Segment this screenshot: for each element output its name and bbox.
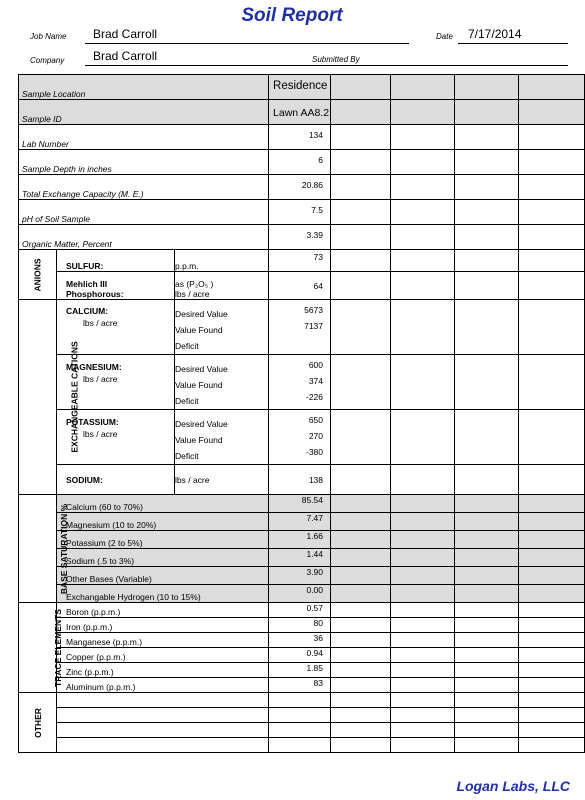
trace-value: 36 xyxy=(269,633,331,648)
trace-label: Boron (p.p.m.) xyxy=(57,603,269,618)
magnesium-unit: lbs / acre xyxy=(83,374,118,384)
table-row xyxy=(19,603,585,618)
potassium-label: POTASSIUM: xyxy=(66,417,119,427)
potassium-unit: lbs / acre xyxy=(83,429,118,439)
table-row xyxy=(19,175,585,200)
bs-value: 0.00 xyxy=(269,585,331,603)
trace-value: 80 xyxy=(269,618,331,633)
sample-id-label: Sample ID xyxy=(19,100,269,125)
bs-label: Calcium (60 to 70%) xyxy=(57,495,269,513)
footer-company: Logan Labs, LLC xyxy=(456,778,570,794)
sample-depth-label: Sample Depth in inches xyxy=(19,150,269,175)
table-row xyxy=(19,618,585,633)
phosphorous-label: Phosphorous: xyxy=(66,289,124,299)
table-row xyxy=(19,708,585,723)
company-field xyxy=(85,49,568,66)
trace-label: Manganese (p.p.m.) xyxy=(57,633,269,648)
potassium-labels: Desired Value Value Found Deficit xyxy=(175,410,269,465)
tec-label: Total Exchange Capacity (M. E.) xyxy=(19,175,269,200)
bs-value: 7.47 xyxy=(269,513,331,531)
trace-label: Aluminum (p.p.m.) xyxy=(57,678,269,693)
ph-value: 7.5 xyxy=(269,200,331,225)
company-label: Company xyxy=(30,56,65,65)
phos-value: 64 xyxy=(269,272,331,300)
table-row xyxy=(19,495,585,513)
job-name-value: Brad Carroll xyxy=(93,27,158,41)
table-row xyxy=(19,250,585,272)
trace-value: 1.85 xyxy=(269,663,331,678)
ph-label: pH of Soil Sample xyxy=(19,200,269,225)
table-row xyxy=(19,663,585,678)
table-row xyxy=(19,531,585,549)
trace-label: Copper (p.p.m.) xyxy=(57,648,269,663)
phos-unit-1: as (P₂O₅ ) xyxy=(175,279,214,289)
date-field xyxy=(458,26,568,44)
company-value: Brad Carroll xyxy=(93,49,158,63)
bs-value: 1.66 xyxy=(269,531,331,549)
phos-unit-2: lbs / acre xyxy=(175,289,210,299)
table-row xyxy=(19,678,585,693)
lab-number-label: Lab Number xyxy=(19,125,269,150)
trace-label: Iron (p.p.m.) xyxy=(57,618,269,633)
sample-location-label: Sample Location xyxy=(19,75,269,100)
submitted-by-label: Submitted By xyxy=(312,55,360,64)
table-row xyxy=(19,549,585,567)
magnesium-values: 600 374 -226 xyxy=(269,355,331,410)
organic-value: 3.39 xyxy=(269,225,331,250)
table-row xyxy=(19,75,585,100)
date-label: Date xyxy=(436,32,453,41)
table-row xyxy=(19,200,585,225)
job-name-field xyxy=(85,26,409,44)
table-row xyxy=(19,585,585,603)
table-row xyxy=(19,723,585,738)
sample-id-value: Lawn AA8.2 xyxy=(269,100,331,125)
phosphorous-cell xyxy=(57,272,175,300)
cations-section-label: EXCHANGEABLE CATIONS xyxy=(19,300,57,495)
table-row xyxy=(19,648,585,663)
mehlich-label: Mehlich III xyxy=(66,279,108,289)
table-row xyxy=(19,125,585,150)
sodium-label: SODIUM: xyxy=(57,465,175,495)
table-row xyxy=(19,150,585,175)
sulfur-value: 73 xyxy=(269,250,331,272)
table-row xyxy=(19,355,585,410)
soil-report-table xyxy=(18,74,585,753)
bs-label: Exchangable Hydrogen (10 to 15%) xyxy=(57,585,269,603)
other-section-label: OTHER xyxy=(19,693,57,753)
calcium-unit: lbs / acre xyxy=(83,318,118,328)
sulfur-label: SULFUR: xyxy=(57,250,175,272)
sodium-unit: lbs / acre xyxy=(175,465,269,495)
phos-unit-cell xyxy=(175,272,269,300)
table-row xyxy=(19,272,585,300)
table-row xyxy=(19,633,585,648)
calcium-label: CALCIUM: xyxy=(66,306,109,316)
table-row xyxy=(19,100,585,125)
bs-label: Sodium (.5 to 3%) xyxy=(57,549,269,567)
trace-value: 0.57 xyxy=(269,603,331,618)
bs-value: 3.90 xyxy=(269,567,331,585)
calcium-values: 5673 7137 xyxy=(269,300,331,355)
bs-value: 85.54 xyxy=(269,495,331,513)
table-row xyxy=(19,300,585,355)
date-value: 7/17/2014 xyxy=(468,27,522,41)
trace-value: 0.94 xyxy=(269,648,331,663)
table-row xyxy=(19,513,585,531)
tec-value: 20.86 xyxy=(269,175,331,200)
trace-elements-section-label: TRACE ELEMENTS xyxy=(19,603,57,693)
table-row xyxy=(19,738,585,753)
bs-label: Potassium (2 to 5%) xyxy=(57,531,269,549)
table-row xyxy=(19,410,585,465)
sodium-value: 138 xyxy=(269,465,331,495)
table-row xyxy=(19,693,585,708)
magnesium-label: MAGNESIUM: xyxy=(66,362,122,372)
anions-section-label: ANIONS xyxy=(19,250,57,300)
trace-value: 83 xyxy=(269,678,331,693)
job-name-label: Job Name xyxy=(30,32,67,41)
table-row xyxy=(19,567,585,585)
sulfur-unit: p.p.m. xyxy=(175,250,269,272)
magnesium-labels: Desired Value Value Found Deficit xyxy=(175,355,269,410)
calcium-labels: Desired Value Value Found Deficit xyxy=(175,300,269,355)
bs-value: 1.44 xyxy=(269,549,331,567)
table-row xyxy=(19,465,585,495)
table-row xyxy=(19,225,585,250)
organic-label: Organic Matter, Percent xyxy=(19,225,269,250)
potassium-values: 650 270 -380 xyxy=(269,410,331,465)
sample-location-value: Residence xyxy=(269,75,331,100)
report-title: Soil Report xyxy=(241,5,343,26)
base-saturation-section-label: BASE SATURATION % xyxy=(19,495,57,603)
bs-label: Magnesium (10 to 20%) xyxy=(57,513,269,531)
lab-number-value: 134 xyxy=(269,125,331,150)
bs-label: Other Bases (Variable) xyxy=(57,567,269,585)
sample-depth-value: 6 xyxy=(269,150,331,175)
trace-label: Zinc (p.p.m.) xyxy=(57,663,269,678)
